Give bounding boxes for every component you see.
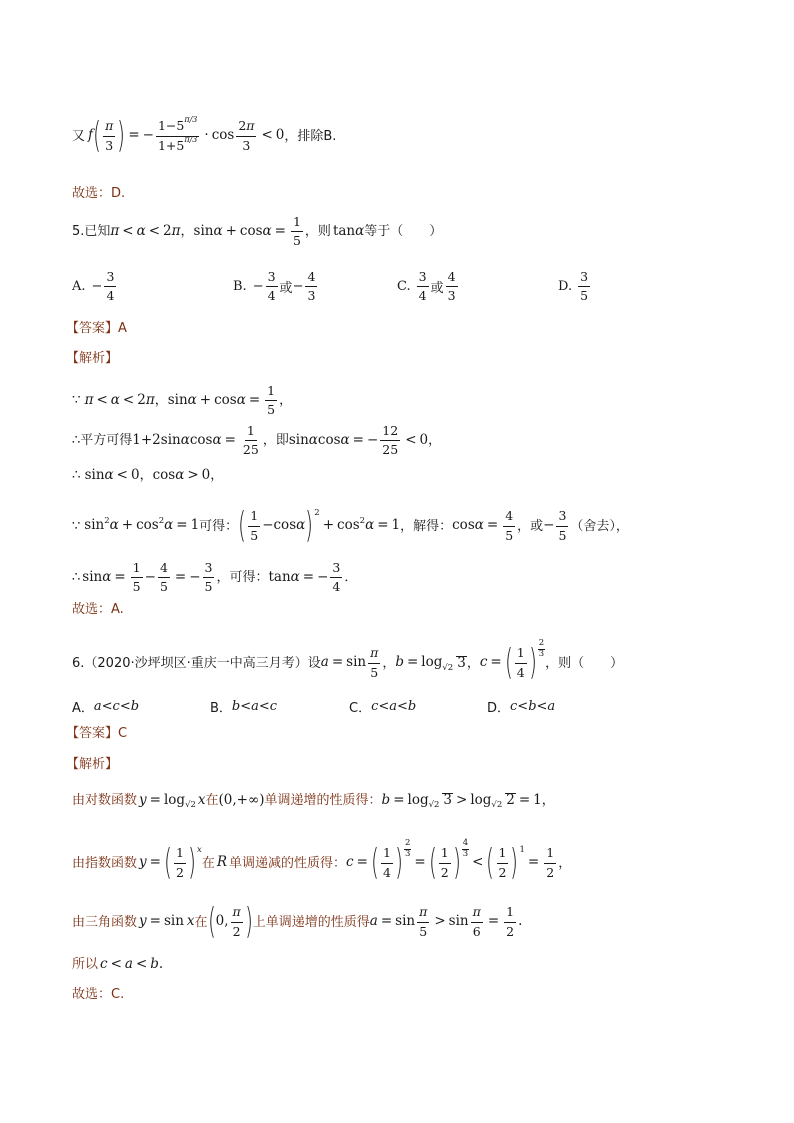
q6-answer: 【答案】C [66,726,128,741]
option-letter: A. [72,279,86,295]
text: ，解得： [400,518,453,534]
text: ，则 [304,224,331,240]
option-letter: C． [349,701,372,716]
question-5: 5.已知 π < α < 2 π ， sinα + cosα = $\frac{1}{5}$ ，则 tanα 等于（ ） [72,214,443,249]
text: ，可得： [216,570,269,586]
q5-step-4: ∵ $\sin^2\alpha$ + $\cos^2\alpha$ = 1 可得： ( $\frac{1}{5}$ −cos α ) 2 + $\cos^2\alpha$ = 1 ，解得： cosα = $\frac{4}{5}$ ，或 − $\frac{3}{5}$ （舍去）， [72,505,629,546]
q6-reason-4: 所以 c < a < b . [72,956,164,973]
q6-reason-2: 由指数函数 y = ( $\frac{1}{2}$ ) x 在 R 单调递减的性质得： c = ( $\frac{1}{4}$ ) $\frac{2}{3}$ = ( $\frac{1}{2}$ ) 4 3 < ( $\frac{1}{2}$ ) 1 = $\frac{1}{2}$ ， [72,838,572,883]
text: 单调递增的性质得： [264,792,382,808]
option-text: c<a<b [371,699,417,714]
option-letter: D． [487,701,511,716]
q5-step-5: ∴ sinα = $\frac{1}{5}$ − $\frac{4}{5}$ = − $\frac{3}{5}$ ，可得： tanα = − $\frac{3}{4}$ ． [72,560,358,595]
text: ∴平方可得 [72,433,133,449]
q5-step-1: ∵ π < α < 2 π ， sinα + cosα = $\frac{1}{5}$ ， [72,383,293,418]
text: 在 [205,792,219,808]
formula-line-f-pi-3: 又 f ( $\frac{\pi}{3}$ ) = − $\frac{1-5^{\pi/3}}{1+5^{\pi/3}}$ · cos $\frac{2\pi}{3}$ < 0 ，排除B. [72,115,337,156]
option-letter: B. [233,279,247,295]
option-letter: D. [558,279,573,295]
option-text: c<b<a [510,699,556,714]
option-letter: B． [210,701,232,716]
q5-step-2: ∴平方可得 1+2sinαcosα = $\frac{1}{25}$ ，即 sinαcosα = − $\frac{12}{25}$ < 0 ， [72,423,442,458]
q6-reason-1: 由对数函数 y = log √2 x 在 (0,+∞) 单调递增的性质得： b = log √2 3 > log √2 2 = 1 ， [72,791,555,810]
text: 由对数函数 [72,792,138,808]
q6-option-b [210,697,277,716]
text: ，或 [517,518,544,534]
text: 可得： [199,518,239,534]
text: 在 [201,855,215,871]
text: （舍去）， [570,518,629,534]
text: ， [180,224,194,240]
text: ∴ [72,570,81,586]
q5-option-a: A. − $\frac{3}{4}$ [72,269,115,304]
text: 所以 [72,957,99,973]
q6-option-c [349,697,416,716]
text: 等于（ ） [364,224,443,240]
text: 或 [279,281,293,297]
option-letter: C. [397,279,411,295]
q5-option-c: C. $\frac{3}{4}$ 或 $\frac{4}{3}$ [397,269,456,304]
text: 在 [194,914,208,930]
q5-choose: 故选：A. [72,602,124,617]
text: 或 [430,281,444,297]
q6-choose: 故选：C. [72,987,125,1002]
text: 由三角函数 [72,914,138,930]
question-label: 5.已知 [72,224,111,240]
option-text: b<a<c [231,699,278,714]
option-text: a<c<b [93,699,140,714]
q6-option-a [72,697,139,716]
question-label: 6.（2020·沙坪坝区·重庆一中高三月考）设 [72,655,321,671]
q5-step-3: ∴ sinα < 0 ， cosα > 0 ， [72,467,224,484]
q5-analysis-label: 【解析】 [66,351,119,366]
q5-answer: 【答案】A [66,321,127,336]
q6-reason-3: 由三角函数 y = sin x 在 ( 0, $\frac{\pi}{2}$ ) 上单调递增的性质得 a = sin $\frac{\pi}{5}$ > sin $\frac{\pi}{6}$ = $\frac{1}{2}$ . [72,901,523,942]
question-6: 6.（2020·沙坪坝区·重庆一中高三月考）设 a = sin $\frac{\pi}{5}$ ， b = log √2 3 ， c = ( $\frac{1}{4}$ ) 2 3 ，则（ ） [72,638,624,683]
text: 上单调递增的性质得 [252,914,370,930]
option-letter: A． [72,701,94,716]
text: 由指数函数 [72,855,138,871]
text: ，排除B. [284,128,337,144]
text: ，即 [262,433,289,449]
q5-option-d: D. $\frac{3}{5}$ [558,269,589,304]
q6-option-d [487,697,555,716]
choose-d: 故选：D. [72,186,126,201]
text: 又 [72,128,86,144]
text: ，则（ ） [545,655,624,671]
text: ∵ [72,518,81,534]
q5-option-b: B. − $\frac{3}{4}$ 或 − $\frac{4}{3}$ [233,269,316,304]
text: 单调递减的性质得： [229,855,347,871]
q6-analysis-label: 【解析】 [66,757,119,772]
